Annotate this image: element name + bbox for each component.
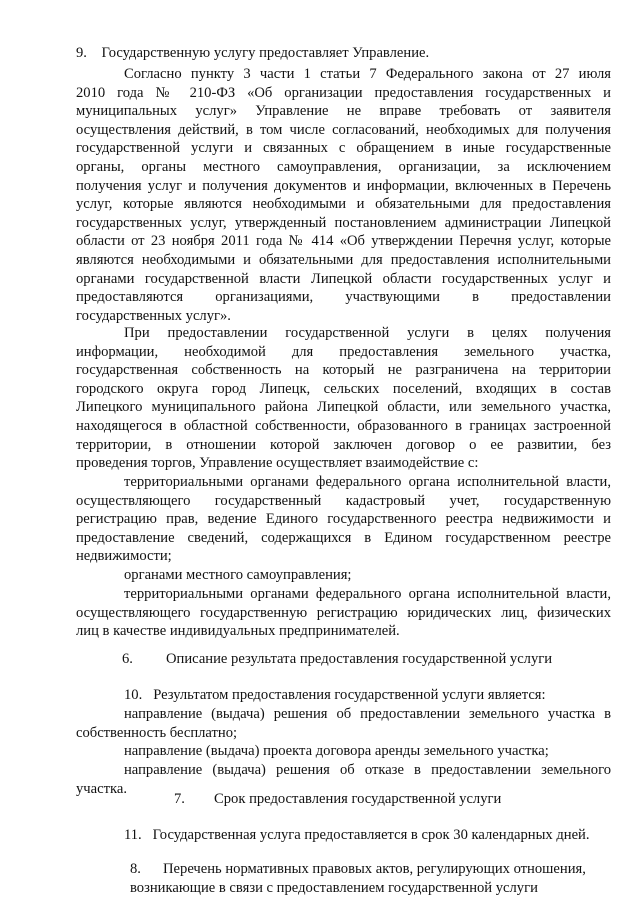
text-line: органами местного самоуправления; bbox=[124, 567, 352, 583]
paragraph-local-gov bbox=[124, 566, 604, 585]
text-line: органы, органы местного самоуправления, организации, за исключением bbox=[76, 158, 611, 175]
text-line: являются необходимыми и обязательными для предоставления исполнительными bbox=[76, 251, 611, 268]
text-line: городского округа город Липецк, сельских поселений, входящих в состав bbox=[76, 380, 611, 397]
text-line: предоставляются организациями, участвующими в предоставлении bbox=[76, 289, 611, 306]
text-line: получения услуг и получения документов и информации, включенных в Перечень bbox=[76, 177, 611, 194]
paragraph-10 bbox=[124, 686, 614, 705]
paragraph-tax bbox=[76, 585, 611, 641]
text-line: информации, необходимой для предоставления земельного участка, bbox=[76, 343, 611, 360]
text-line: государственная собственность на который не разграничена на территории bbox=[76, 362, 611, 379]
text-line: государственной услуги и связанных с обращением в иные государственные bbox=[76, 140, 611, 157]
paragraph-10-text: 10. Результатом предоставления государственной услуги является: bbox=[124, 687, 546, 703]
section-number: 7. bbox=[174, 791, 185, 807]
section-title: Описание результата предоставления государственной услуги bbox=[166, 651, 553, 667]
section-number: 6. bbox=[122, 651, 133, 667]
paragraph-11 bbox=[124, 826, 614, 845]
section-7-heading bbox=[174, 790, 614, 809]
paragraph-11-text: 11. Государственная услуга предоставляется в срок 30 календарных дней. bbox=[124, 827, 590, 843]
text-line: Согласно пункту 3 части 1 статьи 7 Федерального закона от 27 июля bbox=[124, 66, 611, 82]
text-line: направление (выдача) проекта договора аренды земельного участка; bbox=[124, 743, 549, 759]
text-line: направление (выдача) решения об предоставлении земельного участка в bbox=[124, 706, 611, 722]
text-line: области от 23 ноября 2011 года № 414 «Об утверждении Перечня услуг, которые bbox=[76, 233, 611, 250]
text-line: территориальными органами федерального органа исполнительной власти, bbox=[124, 474, 611, 490]
text-line: проведения торгов, Управление осуществляет взаимодействие с: bbox=[76, 455, 479, 472]
section-title: Перечень нормативных правовых актов, регулирующих отношения, bbox=[163, 861, 586, 877]
text-line: участка. bbox=[76, 780, 127, 797]
text-line: услуг, которые являются необходимыми и обязательными для предоставления bbox=[76, 196, 611, 213]
text-line: направление (выдача) решения об отказе в предоставлении земельного bbox=[124, 762, 611, 778]
paragraph-result-lease bbox=[124, 742, 614, 761]
section-title: Срок предоставления государственной услуги bbox=[214, 791, 502, 807]
text-line: государственных услуг». bbox=[76, 307, 231, 324]
section-6-heading bbox=[122, 650, 612, 669]
paragraph-cadastre bbox=[76, 473, 611, 566]
text-line: государственных услуг, утвержденный постановлением администрации Липецкой bbox=[76, 214, 611, 231]
text-line: предоставление сведений, содержащихся в Едином государственном реестре bbox=[76, 529, 611, 546]
text-line: собственность бесплатно; bbox=[76, 724, 238, 741]
text-line: недвижимости; bbox=[76, 548, 172, 565]
text-line: осуществляющего государственный кадастровый учет, государственную bbox=[76, 492, 611, 509]
text-line: При предоставлении государственной услуги в целях получения bbox=[124, 325, 611, 341]
text-line: 2010 года № 210-ФЗ «Об организации предоставления государственных и bbox=[76, 84, 611, 101]
text-line: регистрацию прав, ведение Единого государственного реестра недвижимости и bbox=[76, 511, 611, 528]
text-line: Липецкого муниципального района Липецкой области, или земельного участка, bbox=[76, 399, 611, 416]
text-line: территории, в отношении которой заключен договор о ее развитии, без bbox=[76, 436, 611, 453]
paragraph-9-text: 9. Государственную услугу предоставляет Управление. bbox=[76, 45, 430, 61]
paragraph-9 bbox=[76, 44, 596, 63]
section-number: 8. bbox=[130, 861, 141, 877]
paragraph-law-210 bbox=[76, 65, 611, 325]
text-line: осуществления действий, в том числе согласований, необходимых для получения bbox=[76, 121, 611, 138]
section-8-heading bbox=[130, 860, 600, 897]
text-line: находящегося в областной собственности, образованного в границах застроенной bbox=[76, 417, 611, 434]
text-line: осуществляющего государственную регистрацию юридических лиц, физических bbox=[76, 604, 611, 621]
section-title-line-2: возникающие в связи с предоставлением государственной услуги bbox=[130, 879, 538, 896]
paragraph-interaction bbox=[76, 324, 611, 473]
paragraph-result-free bbox=[76, 705, 611, 742]
text-line: органами государственной власти Липецкой области государственных услуг и bbox=[76, 270, 611, 287]
text-line: территориальными органами федерального органа исполнительной власти, bbox=[124, 586, 611, 602]
text-line: муниципальных услуг» Управление не вправе требовать от заявителя bbox=[76, 103, 611, 120]
text-line: лиц в качестве индивидуальных предпринимателей. bbox=[76, 623, 400, 640]
